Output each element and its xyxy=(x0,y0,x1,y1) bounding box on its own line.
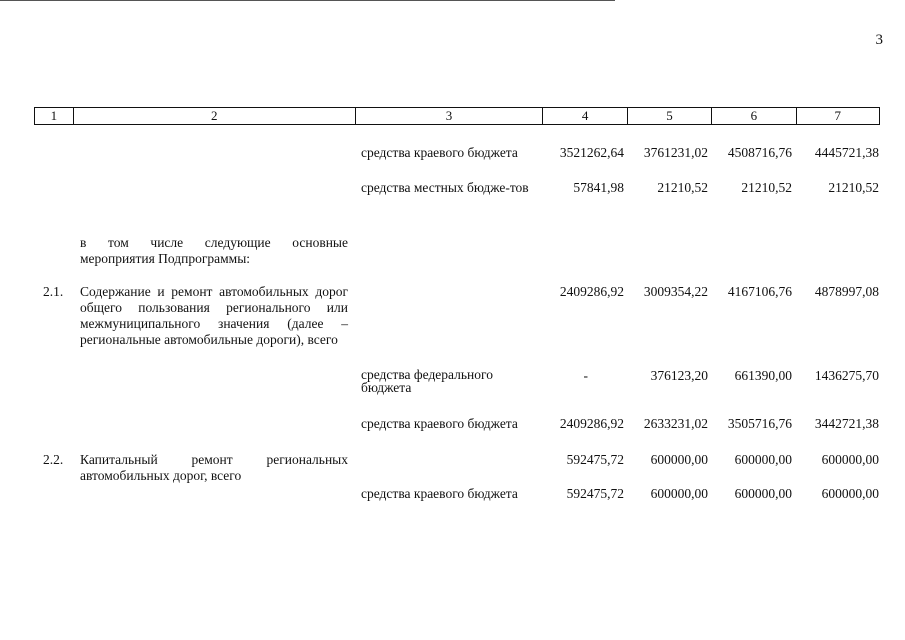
item-number: 2.1. xyxy=(43,284,64,299)
value-col-5: 21210,52 xyxy=(657,180,708,195)
value-col-4: 2409286,92 xyxy=(559,284,624,299)
intro-text: в том числе следующие основные мероприятия Подпрограммы: xyxy=(80,235,348,266)
header-col-1: 1 xyxy=(50,108,58,123)
value-col-6: 4167106,76 xyxy=(727,284,792,299)
header-col-6: 6 xyxy=(711,108,795,124)
value-col-7: 600000,00 xyxy=(821,452,879,467)
value-col-7: 4445721,38 xyxy=(814,145,879,160)
value-col-6: 21210,52 xyxy=(741,180,792,195)
value-col-5: 600000,00 xyxy=(650,452,708,467)
header-col-4: 4 xyxy=(542,108,626,124)
item-name: Содержание и ремонт автомобильных дорог общего пользования регионального или межмуниципального значения (далее – региональные автомобильные дороги), всего xyxy=(80,284,348,347)
header-col-5: 5 xyxy=(627,108,711,124)
row-source: средства краевого бюджета xyxy=(361,145,518,160)
value-col-4: 592475,72 xyxy=(566,452,624,467)
value-col-6: 600000,00 xyxy=(734,452,792,467)
row-source: средства федерального бюджета xyxy=(361,367,493,395)
value-col-7: 21210,52 xyxy=(828,180,879,195)
value-col-5: 3761231,02 xyxy=(643,145,708,160)
table-header xyxy=(34,107,880,125)
value-col-6: 661390,00 xyxy=(734,368,792,383)
value-col-6: 4508716,76 xyxy=(727,145,792,160)
value-col-4: 57841,98 xyxy=(573,180,624,195)
value-col-7: 1436275,70 xyxy=(814,368,879,383)
value-col-4: - xyxy=(583,368,588,383)
top-rule xyxy=(0,0,615,1)
value-col-5: 2633231,02 xyxy=(643,416,708,431)
value-col-5: 376123,20 xyxy=(650,368,708,383)
value-col-7: 3442721,38 xyxy=(814,416,879,431)
row-source: средства краевого бюджета xyxy=(361,486,518,501)
header-col-3: 3 xyxy=(355,108,543,124)
value-col-6: 3505716,76 xyxy=(727,416,792,431)
page-number: 3 xyxy=(875,32,883,48)
row-source: средства краевого бюджета xyxy=(361,416,518,431)
item-name: Капитальный ремонт региональных автомобильных дорог, всего xyxy=(80,452,348,483)
value-col-5: 3009354,22 xyxy=(643,284,708,299)
header-col-2: 2 xyxy=(73,108,355,124)
value-col-4: 592475,72 xyxy=(566,486,624,501)
value-col-4: 3521262,64 xyxy=(559,145,624,160)
value-col-6: 600000,00 xyxy=(734,486,792,501)
item-number: 2.2. xyxy=(43,452,64,467)
value-col-5: 600000,00 xyxy=(650,486,708,501)
value-col-7: 4878997,08 xyxy=(814,284,879,299)
header-col-7: 7 xyxy=(796,108,879,124)
value-col-7: 600000,00 xyxy=(821,486,879,501)
row-source: средства местных бюдже-тов xyxy=(361,180,529,195)
value-col-4: 2409286,92 xyxy=(559,416,624,431)
